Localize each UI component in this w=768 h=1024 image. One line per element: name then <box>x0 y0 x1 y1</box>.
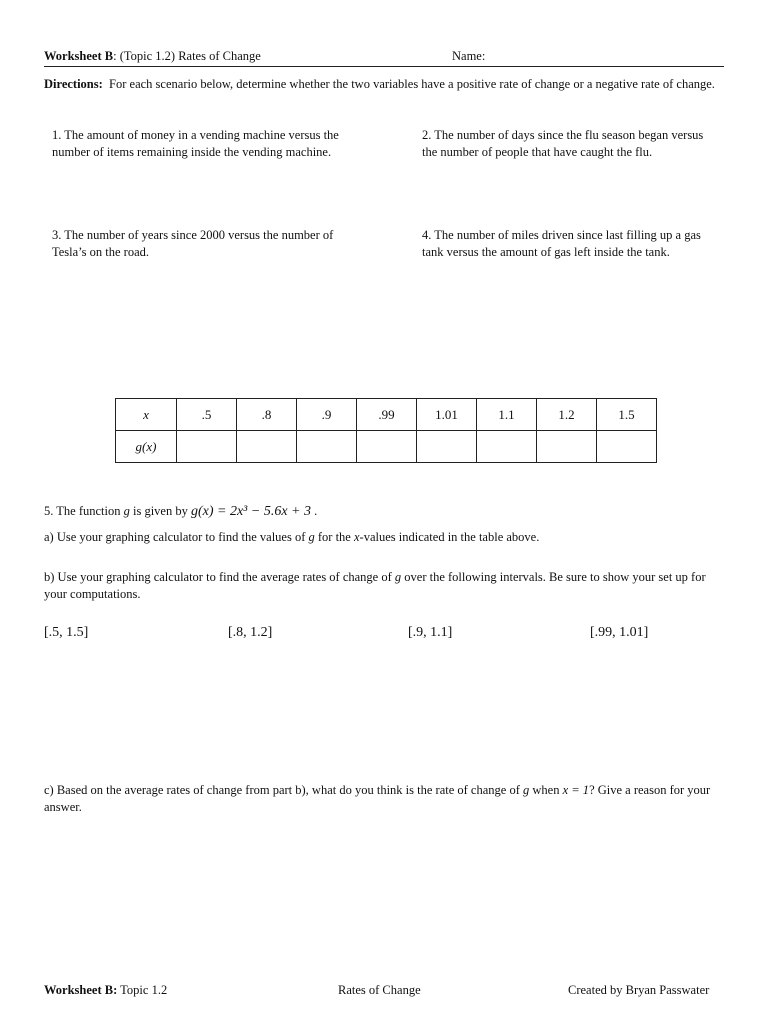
interval-3: [.9, 1.1] <box>408 625 453 640</box>
part-c-text1: c) Based on the average rates of change from part b), what do you think is the rate of change of <box>44 783 523 797</box>
part-a-text1: a) Use your graphing calculator to find the values of <box>44 530 309 544</box>
g-value-cell[interactable] <box>417 431 477 463</box>
name-label: Name: <box>452 49 486 63</box>
footer-right: Created by Bryan Passwater <box>568 983 710 997</box>
worksheet-title-rest: : (Topic 1.2) Rates of Change <box>113 49 261 63</box>
worksheet-title-bold: Worksheet B <box>44 49 114 63</box>
worksheet-header <box>44 48 724 67</box>
problem-4: 4. The number of miles driven since last filling up a gas tank versus the amount of gas left inside the tank. <box>422 228 701 259</box>
interval-1: [.5, 1.5] <box>44 625 89 640</box>
problem-3: 3. The number of years since 2000 versus the number of Tesla’s on the road. <box>52 228 334 259</box>
part-b-g: g <box>394 570 402 584</box>
x-cell: 1.5 <box>597 399 657 431</box>
g-value-cell[interactable] <box>597 431 657 463</box>
part-b <box>44 569 724 603</box>
part-b-text2: over the following intervals. Be sure to show your set up for your computations. <box>44 570 706 601</box>
part-a-text2: for the <box>314 530 354 544</box>
question-5 <box>44 503 724 520</box>
footer-center: Rates of Change <box>338 983 421 997</box>
q5-equation: g(x) = 2x³ − 5.6x + 3 <box>190 504 311 519</box>
footer-left-bold: Worksheet B: <box>44 983 118 997</box>
g-value-cell[interactable] <box>177 431 237 463</box>
q5-given: is given by <box>129 504 191 518</box>
part-c-g: g <box>523 783 530 797</box>
problem-2: 2. The number of days since the flu season began versus the number of people that have caught the flu. <box>422 128 704 159</box>
g-value-cell[interactable] <box>537 431 597 463</box>
q5-g: g <box>123 504 130 518</box>
part-a-x: x <box>353 530 360 544</box>
part-c-text2: when <box>529 783 563 797</box>
footer-left <box>44 982 167 999</box>
x-cell: .99 <box>357 399 417 431</box>
x-cell: .5 <box>177 399 237 431</box>
worksheet-title <box>44 48 261 65</box>
x-row <box>116 399 657 431</box>
x-header-cell: x <box>116 399 177 431</box>
x-cell: 1.2 <box>537 399 597 431</box>
footer-left-rest: Topic 1.2 <box>117 983 168 997</box>
part-c <box>44 782 724 816</box>
values-table <box>115 398 657 463</box>
x-cell: 1.1 <box>477 399 537 431</box>
g-value-cell[interactable] <box>297 431 357 463</box>
part-c-text3: ? Give a reason for your answer. <box>44 783 711 814</box>
interval-4: [.99, 1.01] <box>590 625 649 640</box>
g-row <box>116 431 657 463</box>
g-value-cell[interactable] <box>237 431 297 463</box>
part-b-text1: b) Use your graphing calculator to find the average rates of change of <box>44 570 395 584</box>
directions-text: For each scenario below, determine whether the two variables have a positive rate of change or a negative rate of change. <box>109 77 715 91</box>
x-cell: .9 <box>297 399 357 431</box>
interval-2: [.8, 1.2] <box>228 625 273 640</box>
g-value-cell[interactable] <box>357 431 417 463</box>
x-cell: .8 <box>237 399 297 431</box>
part-c-cond: x = 1 <box>562 783 590 797</box>
part-a-g: g <box>308 530 315 544</box>
x-cell: 1.01 <box>417 399 477 431</box>
q5-intro: 5. The function <box>44 504 124 518</box>
directions-label: Directions: <box>44 77 103 91</box>
part-a-text3: -values indicated in the table above. <box>359 530 540 544</box>
part-a <box>44 529 724 546</box>
directions <box>44 76 724 93</box>
g-value-cell[interactable] <box>477 431 537 463</box>
problem-1: 1. The amount of money in a vending machine versus the number of items remaining inside the vending machine. <box>52 128 339 159</box>
g-header-cell: g(x) <box>116 431 177 463</box>
q5-end: . <box>311 504 318 518</box>
